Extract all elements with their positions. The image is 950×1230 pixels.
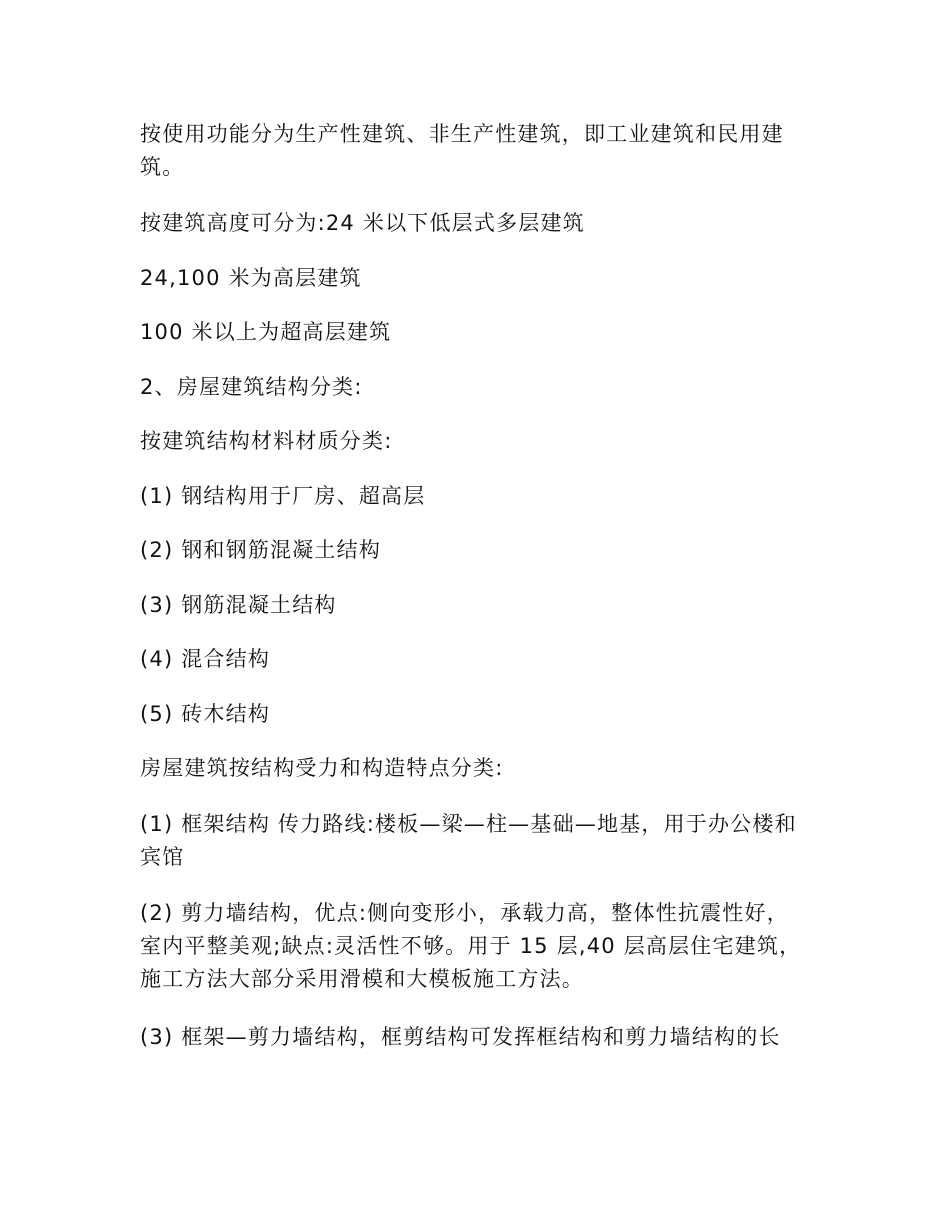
section-heading-structure-classification: 2、房屋建筑结构分类: (140, 375, 363, 399)
list-item-mixed-structure: (4) 混合结构 (140, 647, 271, 671)
list-item-brick-wood: (5) 砖木结构 (140, 702, 271, 726)
list-item-reinforced-concrete: (3) 钢筋混凝土结构 (140, 593, 337, 617)
paragraph-building-function: 按使用功能分为生产性建筑、非生产性建筑，即工业建筑和民用建筑。 (140, 122, 784, 179)
paragraph-super-high-rise: 100 米以上为超高层建筑 (140, 320, 392, 344)
list-item-steel-concrete: (2) 钢和钢筋混凝土结构 (140, 538, 382, 562)
list-item-steel-structure: (1) 钢结构用于厂房、超高层 (140, 484, 426, 508)
list-item-frame-shear-wall: (3) 框架—剪力墙结构，框剪结构可发挥框结构和剪力墙结构的长 (140, 1025, 781, 1049)
list-item-frame-structure: (1) 框架结构 传力路线:楼板—梁—柱—基础—地基，用于办公楼和宾馆 (140, 812, 797, 869)
paragraph-material-classification: 按建筑结构材料材质分类: (140, 429, 393, 453)
paragraph-building-height: 按建筑高度可分为:24 米以下低层式多层建筑 (140, 211, 585, 235)
list-item-shear-wall: (2) 剪力墙结构，优点:侧向变形小，承载力高，整体性抗震性好，室内平整美观;缺点:灵活性不够。用于 15 层,40 层高层住宅建筑，施工方法大部分采用滑模和大模板施工方法。 (140, 901, 802, 991)
paragraph-force-classification: 房屋建筑按结构受力和构造特点分类: (140, 756, 504, 780)
paragraph-high-rise: 24,100 米为高层建筑 (140, 266, 362, 290)
